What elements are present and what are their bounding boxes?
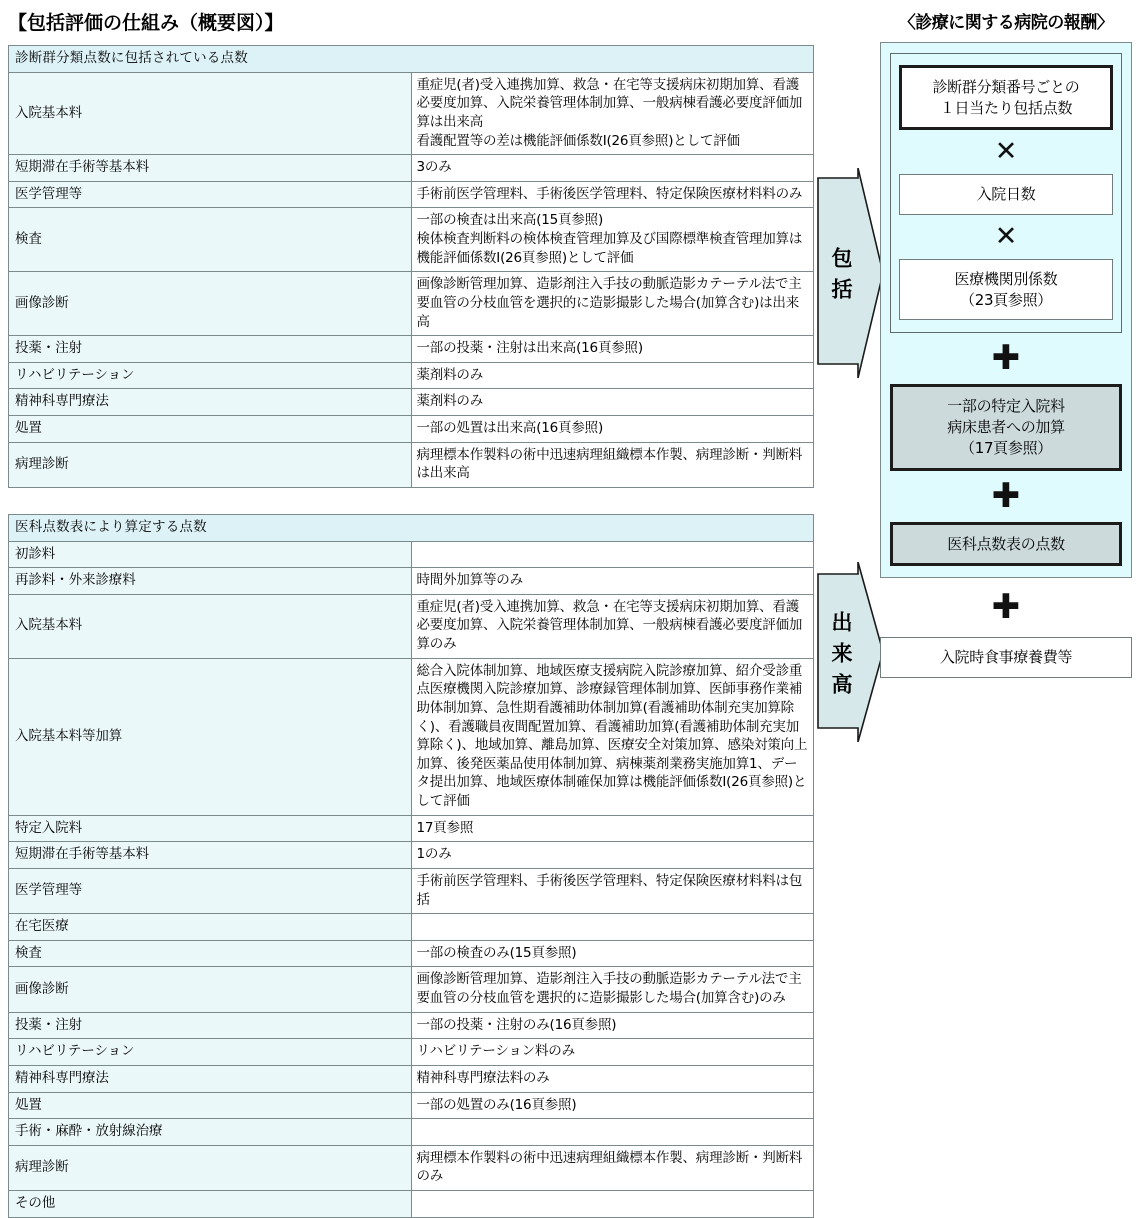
row-description: 重症児(者)受入連携加算、救急・在宅等支援病床初期加算、看護必要度加算、入院栄養管理体制加算、一般病棟看護必要度評価加算のみ [411,594,814,658]
arrow-dekidaka [812,562,884,742]
row-category: 特定入院料 [9,815,412,842]
row-description: 病理標本作製料の術中迅速病理組織標本作製、病理診断・判断料のみ [411,1145,814,1190]
table-included-body [9,72,814,487]
row-category: 画像診断 [9,967,412,1012]
row-description [411,1191,814,1218]
row-category: 精神科専門療法 [9,1065,412,1092]
row-description: 一部の検査は出来高(15頁参照) 検体検査判断料の検体検査管理加算及び国際標準検査管理加算は機能評価係数Ⅰ(26頁参照)として評価 [411,208,814,272]
row-category: 入院基本料等加算 [9,658,412,815]
table-row [9,914,814,941]
table-row [9,868,814,913]
row-category: リハビリテーション [9,1039,412,1066]
table-row [9,181,814,208]
arrow-hokatsu [812,168,884,378]
table-row [9,72,814,155]
table-included-header: 診断群分類点数に包括されている点数 [9,46,814,73]
operator-plus-3: ✚ [991,587,1021,628]
row-description: 一部の処置のみ(16頁参照) [411,1092,814,1119]
row-description: 精神科専門療法料のみ [411,1065,814,1092]
row-description: 手術前医学管理料、手術後医学管理料、特定保険医療材料料のみ [411,181,814,208]
arrow-hokatsu-label: 包括 [829,247,853,309]
row-category: 入院基本料 [9,594,412,658]
table-row [9,967,814,1012]
row-category: 医学管理等 [9,181,412,208]
row-category: 短期滞在手術等基本料 [9,155,412,182]
row-category: 病理診断 [9,1145,412,1190]
reward-formula-container [880,42,1132,578]
row-category: 検査 [9,940,412,967]
row-category: 手術・麻酔・放射線治療 [9,1119,412,1146]
table-row [9,1065,814,1092]
row-category: 投薬・注射 [9,1012,412,1039]
table-row [9,1012,814,1039]
box-medical-fee-points: 医科点数表の点数 [890,522,1122,567]
row-category: 精神科専門療法 [9,389,412,416]
row-category: 病理診断 [9,442,412,487]
row-category: 在宅医療 [9,914,412,941]
page-title: 【包括評価の仕組み（概要図）】 [8,12,284,34]
table-row [9,594,814,658]
operator-multiply-2: ✕ [994,221,1018,253]
row-description: 薬剤料のみ [411,389,814,416]
row-category: 投薬・注射 [9,336,412,363]
table-row [9,541,814,568]
row-category: 検査 [9,208,412,272]
row-category: 短期滞在手術等基本料 [9,842,412,869]
per-diem-group [890,53,1122,333]
row-category: 処置 [9,416,412,443]
table-row [9,1039,814,1066]
table-gap-spacer [8,488,814,514]
row-description: 時間外加算等のみ [411,568,814,595]
table-row [9,568,814,595]
row-description: 17頁参照 [411,815,814,842]
row-description: 一部の検査のみ(15頁参照) [411,940,814,967]
row-category: その他 [9,1191,412,1218]
table-row [9,155,814,182]
table-row [9,208,814,272]
arrow-dekidaka-label: 出来高 [829,610,853,704]
table-row [9,1092,814,1119]
table-ffs-body [9,541,814,1217]
row-category: 再診料・外来診療料 [9,568,412,595]
box-special-ward-addition: 一部の特定入院料 病床患者への加算 （17頁参照） [890,384,1122,470]
table-row [9,1119,814,1146]
table-row [9,336,814,363]
row-description: 一部の投薬・注射のみ(16頁参照) [411,1012,814,1039]
row-category: 処置 [9,1092,412,1119]
row-description: 3のみ [411,155,814,182]
row-description [411,1119,814,1146]
operator-plus-1: ✚ [991,338,1021,379]
box-classification-points: 診断群分類番号ごとの １日当たり包括点数 [899,65,1113,130]
row-description: 画像診断管理加算、造影剤注入手技の動脈造影カテーテル法で主要血管の分枝血管を選択的に造影撮影した場合(加算含む)は出来高 [411,272,814,336]
row-description [411,914,814,941]
row-description: リハビリテーション料のみ [411,1039,814,1066]
box-hospital-days: 入院日数 [899,174,1113,215]
row-description: 一部の投薬・注射は出来高(16頁参照) [411,336,814,363]
table-row [9,416,814,443]
row-category: リハビリテーション [9,362,412,389]
table-row [9,389,814,416]
table-header-row [9,46,814,73]
row-category: 画像診断 [9,272,412,336]
table-row [9,842,814,869]
row-description: 画像診断管理加算、造影剤注入手技の動脈造影カテーテル法で主要血管の分枝血管を選択的に造影撮影した場合(加算含む)のみ [411,967,814,1012]
row-description [411,541,814,568]
row-description: 薬剤料のみ [411,362,814,389]
row-category: 入院基本料 [9,72,412,155]
table-included-points [8,45,814,488]
operator-multiply-1: ✕ [994,136,1018,168]
row-category: 初診料 [9,541,412,568]
table-row [9,272,814,336]
right-column [880,0,1132,678]
row-description: 重症児(者)受入連携加算、救急・在宅等支援病床初期加算、看護必要度加算、入院栄養管理体制加算、一般病棟看護必要度評価加算は出来高 看護配置等の差は機能評価係数Ⅰ(26頁参照)として評価 [411,72,814,155]
table-row [9,940,814,967]
table-row [9,442,814,487]
row-description: 1のみ [411,842,814,869]
table-ffs-header: 医科点数表により算定する点数 [9,514,814,541]
row-description: 手術前医学管理料、手術後医学管理料、特定保険医療材料料は包括 [411,868,814,913]
row-category: 医学管理等 [9,868,412,913]
left-column [8,0,814,1218]
row-description: 病理標本作製料の術中迅速病理組織標本作製、病理診断・判断料は出来高 [411,442,814,487]
table-row [9,362,814,389]
table-fee-for-service [8,514,814,1218]
table-row [9,1145,814,1190]
row-description: 総合入院体制加算、地域医療支援病院入院診療加算、紹介受診重点医療機関入院診療加算、診療録管理体制加算、医師事務作業補助体制加算、急性期看護補助体制加算(看護補助体制充実加算除く)、看護職員夜間配置加算、看護補助加算(看護補助体制充実加算除く)、地域加算、離島加算、医療安全対策加算、感染対策向上加算、後発医薬品使用体制加算、病棟薬剤業務実施加算1、データ提出加算、地域医療体制確保加算は機能評価係数Ⅰ(26頁参照)として評価 [411,658,814,815]
table-header-row [9,514,814,541]
diagram-title: 〈診療に関する病院の報酬〉 [898,13,1114,33]
table-row [9,1191,814,1218]
operator-plus-2: ✚ [991,475,1021,516]
row-description: 一部の処置は出来高(16頁参照) [411,416,814,443]
box-meal-expenses: 入院時食事療養費等 [880,637,1132,678]
box-institution-coefficient: 医療機関別係数 （23頁参照） [899,259,1113,320]
table-row [9,658,814,815]
table-row [9,815,814,842]
